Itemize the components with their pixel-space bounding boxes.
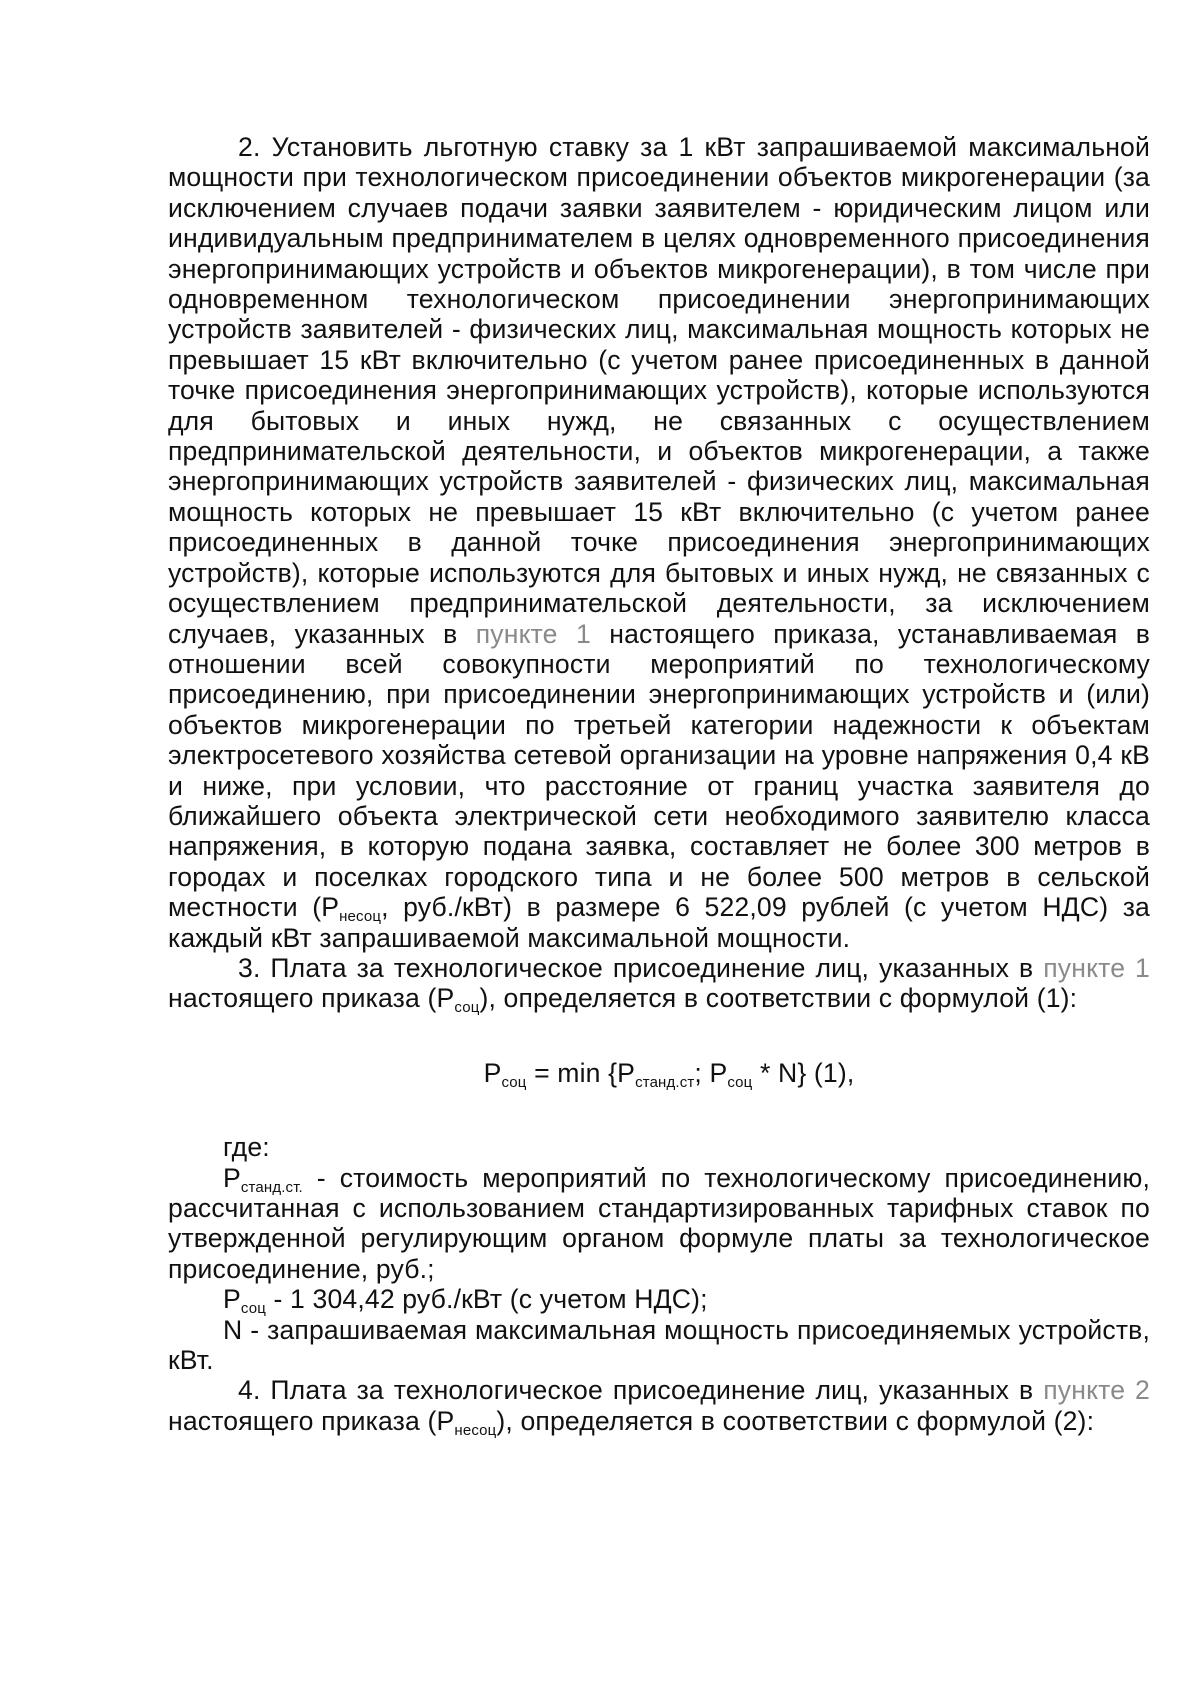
subscript-nesots: несоц: [339, 908, 382, 926]
paragraph-4: [168, 1375, 1150, 1439]
def-symbol-p: P: [223, 1162, 241, 1193]
formula-min: = min {P: [526, 1057, 636, 1088]
formula-tail: * N} (1),: [752, 1057, 855, 1088]
paragraph-3-text-a: 3. Плата за технологическое присоединение лиц, указанных в: [238, 952, 1034, 983]
def-sub-stand: станд.ст.: [240, 1178, 303, 1196]
formula-separator: ; P: [694, 1057, 728, 1088]
link-punkt-2[interactable]: пункте 2: [1043, 1375, 1150, 1406]
definition-n: N - запрашиваемая максимальная мощность присоединяемых устройств, кВт.: [168, 1314, 1150, 1376]
where-label: где:: [223, 1132, 270, 1163]
document-body: [168, 132, 1151, 1439]
link-punkt-1[interactable]: пункте 1: [475, 618, 591, 649]
subscript-sots: соц: [454, 999, 480, 1017]
definition-p-sots: [168, 1284, 1150, 1318]
paragraph-2-text-a: 2. Установить льготную ставку за 1 кВт запрашиваемой максимальной мощности при технологическом присоединении объектов микрогенерации (за исключением случаев подачи заявки заявителем - юридическим лицом или индивидуальным предпринимателем в целях одновременного присоединения энергопринимающих устройств и объектов микрогенерации), в том числе при одновременном технологическом присоединении энергопринимающих устройств заявителей - физических лиц, максимальная мощность которых не превышает 15 кВт включительно (с учетом ранее присоединенных в данной точке присоединения энергопринимающих устройств), которые используются для бытовых и иных нужд, не связанных с осуществлением предпринимательской деятельности, и объектов микрогенерации, а также энергопринимающих устройств заявителей - физических лиц, максимальная мощность которых не превышает 15 кВт включительно (с учетом ранее присоединенных в данной точке присоединения энергопринимающих устройств), которые используются для бытовых и иных нужд, не связанных с осуществлением предпринимательской деятельности, за исключением случаев, указанных в: [168, 132, 1150, 649]
formula-sub-sots: соц: [501, 1073, 527, 1091]
paragraph-3: [168, 952, 1150, 1017]
formula-sub-sots-2: соц: [727, 1073, 753, 1091]
paragraph-2-text-c: , руб./кВт) в размере 6 522,09 рублей (с учетом НДС) за каждый кВт запрашиваемой максимальной мощности.: [168, 892, 1150, 953]
subscript-nesots-2: несоц: [454, 1421, 497, 1439]
def-symbol-p-sots: P: [223, 1284, 241, 1315]
def-text-sots: - 1 304,42 руб./кВт (с учетом НДС);: [265, 1284, 708, 1315]
paragraph-4-text-c: ), определяется в соответствии с формулой (2):: [496, 1405, 1095, 1436]
paragraph-4-text-b: настоящего приказа (P: [168, 1405, 455, 1436]
paragraph-2-text-b: настоящего приказа, устанавливаемая в отношении всей совокупности мероприятий по технологическому присоединению, при присоединении энергопринимающих устройств и (или) объектов микрогенерации по третьей категории надежности к объектам электросетевого хозяйства сетевой организации на уровне напряжения 0,4 кВ и ниже, при условии, что расстояние от границ участка заявителя до ближайшего объекта электрической сети необходимого заявителю класса напряжения, в которую подана заявка, составляет не более 300 метров в городах и поселках городского типа и не более 500 метров в сельской местности (P: [168, 618, 1151, 923]
definition-p-stand: [168, 1163, 1150, 1285]
def-sub-sots: соц: [240, 1300, 266, 1318]
formula-symbol-p: P: [483, 1057, 502, 1088]
paragraph-3-text-c: ), определяется в соответствии с формулой (1):: [479, 983, 1078, 1014]
link-punkt-1-second[interactable]: пункте 1: [1043, 952, 1150, 983]
paragraph-4-text-a: 4. Плата за технологическое присоединение лиц, указанных в: [238, 1375, 1034, 1406]
def-text-stand: - стоимость мероприятий по технологическому присоединению, рассчитанная с использованием стандартизированных тарифных ставок по утвержденной регулирующим органом формуле платы за технологическое присоединение, руб.;: [168, 1162, 1150, 1284]
paragraph-3-text-b: настоящего приказа (P: [168, 983, 455, 1014]
paragraph-2: [168, 132, 1150, 953]
formula-1: [168, 1057, 1150, 1091]
formula-sub-stand: станд.ст: [635, 1073, 695, 1091]
